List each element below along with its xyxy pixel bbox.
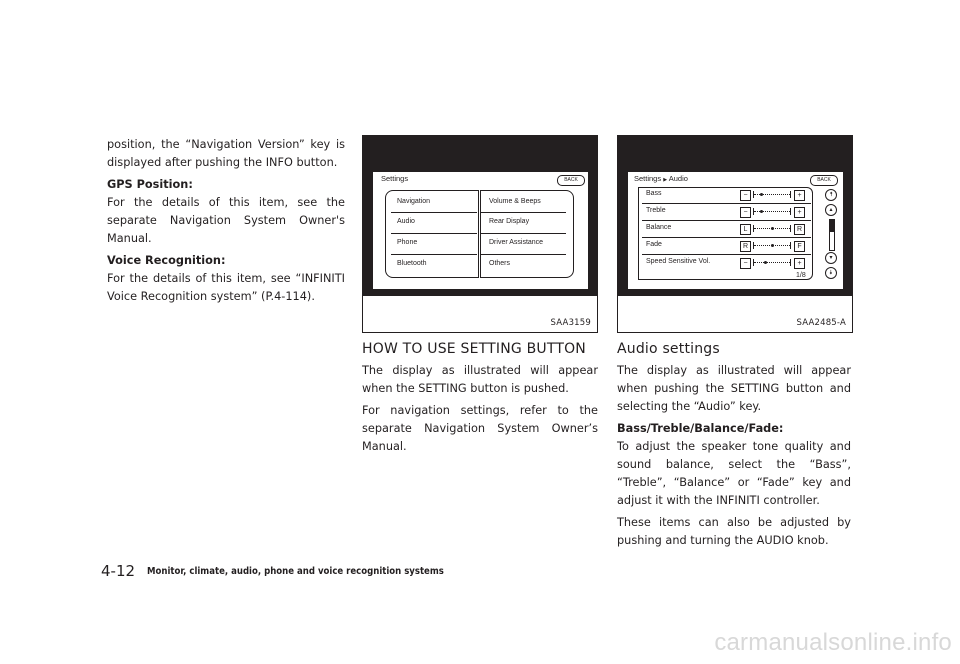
audio-row-label[interactable]: Treble: [646, 207, 666, 214]
audio-settings-paragraph-1: The display as illustrated will appear when pushing the SETTING button and selecting the “Audio” key.: [617, 364, 851, 413]
audio-row-increase-button[interactable]: +: [794, 190, 805, 201]
audio-row-label[interactable]: Bass: [646, 190, 662, 197]
audio-row-divider: [642, 237, 811, 238]
gps-paragraph: For the details of this item, see the separate Navigation System Owner's Manual.: [107, 196, 345, 245]
audio-row-level-track[interactable]: [754, 262, 790, 265]
audio-row-increase-button[interactable]: R: [794, 224, 805, 235]
breadcrumb-settings[interactable]: Settings: [634, 174, 662, 183]
bass-treble-heading: Bass/Treble/Balance/Fade:: [617, 422, 784, 435]
setting-button-paragraph-1: The display as illustrated will appear when the SETTING button is pushed.: [362, 364, 598, 395]
audio-figure-code: SAA2485-A: [796, 318, 846, 328]
settings-back-button[interactable]: BACK: [557, 175, 585, 186]
chevron-double-up-icon[interactable]: ⯭: [825, 189, 837, 201]
audio-row-track-cap: [790, 225, 791, 232]
audio-screen-frame: [618, 136, 852, 296]
audio-breadcrumb: [634, 174, 688, 183]
setting-button-paragraph-2: For navigation settings, refer to the separate Navigation System Owner’s Manual.: [362, 404, 598, 453]
audio-screen: [628, 172, 843, 289]
audio-list-panel: [638, 187, 813, 280]
scrollbar-thumb[interactable]: [830, 220, 834, 232]
settings-key-audio[interactable]: Audio: [397, 218, 415, 225]
gps-heading: GPS Position:: [107, 178, 193, 191]
audio-row-level-marker[interactable]: [760, 193, 763, 196]
setting-button-section-title: HOW TO USE SETTING BUTTON: [362, 341, 586, 357]
settings-right-divider-1: [480, 212, 566, 213]
settings-left-divider-1: [391, 212, 477, 213]
settings-key-others[interactable]: Others: [489, 260, 511, 267]
scrollbar-track[interactable]: [829, 219, 835, 251]
watermark: carmanualsonline.info: [714, 629, 952, 656]
audio-row-decrease-button[interactable]: −: [740, 258, 751, 269]
settings-key-phone[interactable]: Phone: [397, 239, 418, 246]
audio-row-track-cap: [790, 242, 791, 249]
page-number: 4-12: [101, 562, 136, 580]
right-column: [617, 340, 851, 554]
settings-left-divider-2: [391, 233, 477, 234]
left-column: [107, 136, 345, 310]
audio-settings-paragraph-3: These items can also be adjusted by pushing and turning the AUDIO knob.: [617, 516, 851, 547]
chevron-down-icon[interactable]: ▾: [825, 252, 837, 264]
voice-paragraph: For the details of this item, see “INFINITI Voice Recognition system” (P.4-114).: [107, 272, 345, 303]
audio-back-button[interactable]: BACK: [810, 175, 838, 186]
settings-figure-code: SAA3159: [550, 318, 591, 328]
audio-row-level-marker[interactable]: [771, 244, 774, 247]
audio-row-track-cap: [753, 191, 754, 198]
settings-key-rear-display[interactable]: Rear Display: [489, 218, 530, 225]
middle-column: [362, 340, 598, 460]
audio-row-decrease-button[interactable]: R: [740, 241, 751, 252]
audio-row-track-cap: [753, 225, 754, 232]
page-indicator: 1/8: [796, 272, 806, 279]
intro-paragraph: position, the “Navigation Version” key is displayed after pushing the INFO button.: [107, 138, 345, 169]
audio-row-decrease-button[interactable]: −: [740, 190, 751, 201]
audio-row-decrease-button[interactable]: −: [740, 207, 751, 218]
audio-row-track-cap: [790, 208, 791, 215]
audio-row-level-marker[interactable]: [764, 261, 767, 264]
settings-screen-frame: [363, 136, 597, 296]
audio-row-track-cap: [790, 259, 791, 266]
chevron-double-down-icon[interactable]: ⯯: [825, 267, 837, 279]
audio-row-label[interactable]: Balance: [646, 224, 672, 231]
audio-row-level-marker[interactable]: [771, 227, 774, 230]
settings-key-navigation[interactable]: Navigation: [397, 198, 431, 205]
audio-row-divider: [642, 254, 811, 255]
audio-row-divider: [642, 220, 811, 221]
settings-key-driver-assistance[interactable]: Driver Assistance: [489, 239, 544, 246]
audio-row-track-cap: [753, 259, 754, 266]
audio-row-level-marker[interactable]: [760, 210, 763, 213]
settings-right-divider-2: [480, 233, 566, 234]
audio-row-label[interactable]: Fade: [646, 241, 662, 248]
settings-left-divider-3: [391, 254, 477, 255]
settings-screen-title: Settings: [381, 174, 409, 183]
audio-figure: [617, 135, 853, 333]
voice-heading: Voice Recognition:: [107, 254, 226, 267]
settings-figure: [362, 135, 598, 333]
audio-row-increase-button[interactable]: +: [794, 258, 805, 269]
footer-section-title: Monitor, climate, audio, phone and voice recognition systems: [147, 566, 444, 577]
audio-row-increase-button[interactable]: F: [794, 241, 805, 252]
audio-row-increase-button[interactable]: +: [794, 207, 805, 218]
chevron-up-icon[interactable]: ▴: [825, 204, 837, 216]
audio-settings-paragraph-2: To adjust the speaker tone quality and sound balance, select the “Bass”, “Treble”, “Balance” or “Fade” key and adjust it with the INFINITI controller.: [617, 440, 851, 507]
audio-row-decrease-button[interactable]: L: [740, 224, 751, 235]
breadcrumb-arrow-icon: ▶: [663, 177, 668, 183]
audio-row-track-cap: [790, 191, 791, 198]
audio-row-label[interactable]: Speed Sensitive Vol.: [646, 258, 711, 265]
breadcrumb-audio: Audio: [668, 174, 688, 183]
audio-row-track-cap: [753, 208, 754, 215]
settings-right-divider-3: [480, 254, 566, 255]
settings-key-bluetooth[interactable]: Bluetooth: [397, 260, 427, 267]
audio-row-divider: [642, 203, 811, 204]
settings-key-volume-beeps[interactable]: Volume & Beeps: [489, 198, 541, 205]
audio-settings-section-title: Audio settings: [617, 341, 720, 357]
settings-screen: [373, 172, 588, 289]
audio-row-track-cap: [753, 242, 754, 249]
